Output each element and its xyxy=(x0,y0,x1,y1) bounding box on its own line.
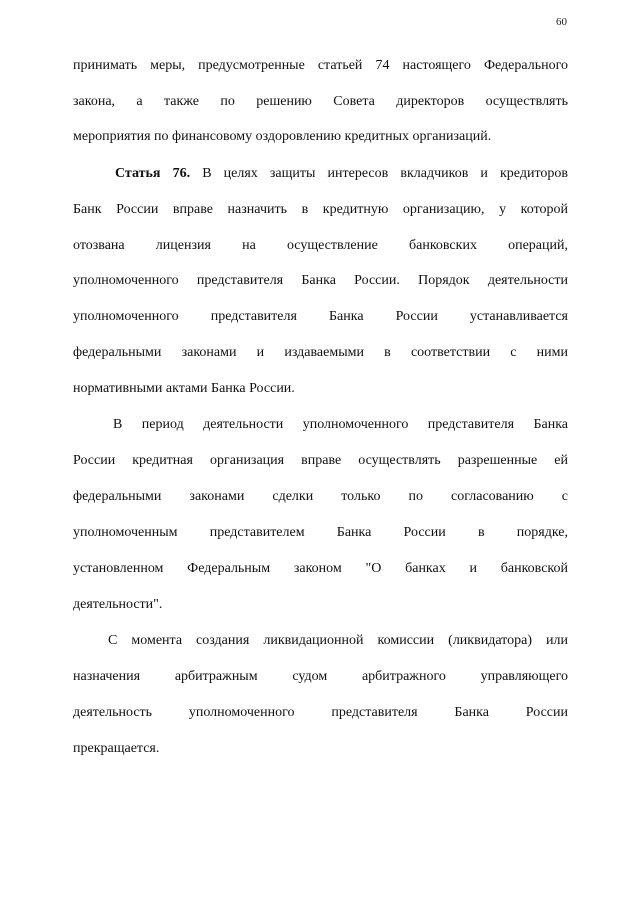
article-line: Банк России вправе назначить в кредитную организацию, у которой xyxy=(73,202,568,217)
paragraph-1-line: закона, а также по решению Совета директоров осуществлять xyxy=(73,94,568,109)
article-first-line-text: В целях защиты интересов вкладчиков и кредиторов xyxy=(202,166,568,181)
paragraph-2-line: установленном Федеральным законом "О банках и банковской xyxy=(73,561,568,576)
article-first-line xyxy=(115,165,568,183)
paragraph-2-line: России кредитная организация вправе осуществлять разрешенные ей xyxy=(73,453,568,468)
paragraph-2-line: уполномоченным представителем Банка России в порядке, xyxy=(73,525,568,540)
paragraph-2-line: деятельности". xyxy=(73,597,163,612)
page-number: 60 xyxy=(556,16,567,28)
paragraph-3-line: назначения арбитражным судом арбитражного управляющего xyxy=(73,669,568,684)
article-line: федеральными законами и издаваемыми в соответствии с ними xyxy=(73,345,568,360)
article-line: нормативными актами Банка России. xyxy=(73,381,295,396)
paragraph-2-line: В период деятельности уполномоченного представителя Банка xyxy=(113,417,568,432)
paragraph-2-line: федеральными законами сделки только по согласованию с xyxy=(73,489,568,504)
article-line: уполномоченного представителя Банка России. Порядок деятельности xyxy=(73,273,568,288)
paragraph-3-line: С момента создания ликвидационной комиссии (ликвидатора) или xyxy=(108,633,568,648)
paragraph-1-line: мероприятия по финансовому оздоровлению кредитных организаций. xyxy=(73,129,492,144)
article-label: Статья 76. xyxy=(115,166,191,181)
paragraph-1-line: принимать меры, предусмотренные статьей 74 настоящего Федерального xyxy=(73,58,568,73)
article-line: отозвана лицензия на осуществление банковских операций, xyxy=(73,238,568,253)
paragraph-3-line: деятельность уполномоченного представителя Банка России xyxy=(73,705,568,720)
paragraph-3-line: прекращается. xyxy=(73,741,160,756)
article-line: уполномоченного представителя Банка России устанавливается xyxy=(73,309,568,324)
